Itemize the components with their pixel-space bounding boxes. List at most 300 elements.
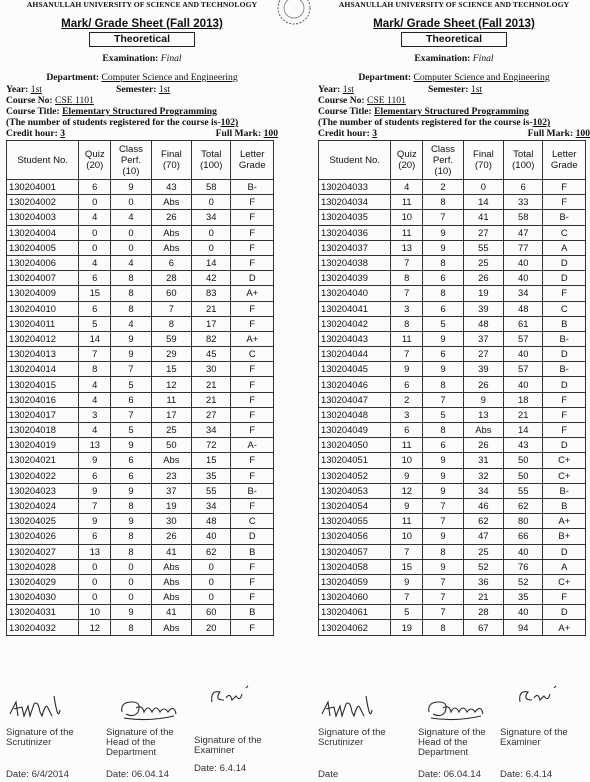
class-perf-cell: 6 <box>111 453 151 468</box>
scrutinizer-caption: Signature of the Scrutinizer <box>6 727 74 748</box>
table-row <box>7 590 274 605</box>
total-cell: 48 <box>192 514 231 529</box>
table-row <box>319 225 586 240</box>
course-title-line <box>318 106 590 117</box>
credit-fullmark-line <box>6 128 278 139</box>
semester-field <box>116 84 170 95</box>
table-row <box>319 514 586 529</box>
total-cell: 21 <box>504 407 543 422</box>
quiz-cell: 0 <box>79 195 111 210</box>
table-header-row <box>319 141 586 180</box>
total-cell: 47 <box>504 225 543 240</box>
class-perf-cell: 9 <box>111 438 151 453</box>
total-cell: 60 <box>192 605 231 620</box>
class-perf-cell: 9 <box>423 483 463 498</box>
letter-grade-cell: F <box>231 559 274 574</box>
total-cell: 14 <box>192 255 231 270</box>
quiz-cell: 6 <box>79 468 111 483</box>
credit-label: Credit hour: <box>318 128 370 139</box>
student-no-cell: 130204056 <box>319 529 391 544</box>
table-row <box>7 605 274 620</box>
class-perf-cell: 8 <box>111 529 151 544</box>
total-cell: 61 <box>504 316 543 331</box>
quiz-cell: 19 <box>391 620 423 635</box>
table-body <box>7 180 274 636</box>
department-line <box>6 72 278 84</box>
student-no-cell: 130204062 <box>319 620 391 635</box>
student-no-cell: 130204002 <box>7 195 79 210</box>
total-cell: 40 <box>504 271 543 286</box>
year-field <box>318 84 354 95</box>
examiner-caption: Signature of the Examiner <box>500 727 568 748</box>
student-no-cell: 130204048 <box>319 407 391 422</box>
student-no-cell: 130204039 <box>319 271 391 286</box>
final-cell: 21 <box>463 590 503 605</box>
total-cell: 50 <box>504 468 543 483</box>
class-perf-cell: 6 <box>423 271 463 286</box>
signature-mark <box>514 682 574 714</box>
letter-grade-cell: D <box>231 271 274 286</box>
student-no-cell: 130204053 <box>319 483 391 498</box>
class-perf-cell: 9 <box>423 240 463 255</box>
quiz-cell: 8 <box>79 362 111 377</box>
final-cell: 60 <box>151 286 191 301</box>
exam-value: Final <box>472 53 494 64</box>
total-cell: 40 <box>192 529 231 544</box>
quiz-cell: 7 <box>79 498 111 513</box>
letter-grade-cell: F <box>231 225 274 240</box>
final-cell: 14 <box>463 195 503 210</box>
student-no-cell: 130204035 <box>319 210 391 225</box>
table-row <box>7 407 274 422</box>
quiz-cell: 9 <box>391 498 423 513</box>
final-cell: Abs <box>151 195 191 210</box>
fullmark-field <box>216 128 278 139</box>
quiz-cell: 9 <box>79 483 111 498</box>
course-no-label: Course No: <box>6 95 53 106</box>
final-cell: 48 <box>463 316 503 331</box>
final-cell: 25 <box>463 544 503 559</box>
total-cell: 82 <box>192 331 231 346</box>
table-row <box>319 620 586 635</box>
student-no-cell: 130204016 <box>7 392 79 407</box>
theoretical-label: Theoretical <box>401 32 507 47</box>
year-value: 1st <box>30 84 42 95</box>
class-perf-cell: 9 <box>423 453 463 468</box>
letter-grade-cell: F <box>231 362 274 377</box>
registered-line <box>6 117 278 128</box>
student-no-cell: 130204038 <box>319 255 391 270</box>
total-cell: 34 <box>192 498 231 513</box>
letter-grade-cell: D <box>231 529 274 544</box>
final-cell: 34 <box>463 483 503 498</box>
course-title-value: Elementary Structured Programming <box>374 106 529 117</box>
final-cell: 17 <box>151 407 191 422</box>
class-perf-cell: 9 <box>423 529 463 544</box>
quiz-cell: 6 <box>391 423 423 438</box>
quiz-cell: 7 <box>79 347 111 362</box>
final-cell: 39 <box>463 362 503 377</box>
table-row <box>319 423 586 438</box>
student-no-cell: 130204040 <box>319 286 391 301</box>
quiz-cell: 4 <box>79 377 111 392</box>
table-row <box>7 468 274 483</box>
final-cell: 67 <box>463 620 503 635</box>
class-perf-cell: 8 <box>423 255 463 270</box>
final-cell: 25 <box>151 423 191 438</box>
class-perf-cell: 9 <box>111 331 151 346</box>
examiner-date: Date: 6.4.14 <box>500 769 553 780</box>
total-cell: 35 <box>504 590 543 605</box>
semester-field <box>428 84 482 95</box>
final-cell: 6 <box>151 255 191 270</box>
student-no-cell: 130204024 <box>7 498 79 513</box>
final-cell: 41 <box>151 605 191 620</box>
quiz-cell: 3 <box>391 407 423 422</box>
header-total: Total (100) <box>504 141 543 180</box>
quiz-cell: 9 <box>391 574 423 589</box>
quiz-cell: 13 <box>79 544 111 559</box>
letter-grade-cell: D <box>543 544 586 559</box>
final-cell: 50 <box>151 438 191 453</box>
letter-grade-cell: B- <box>543 483 586 498</box>
class-perf-cell: 6 <box>423 438 463 453</box>
final-cell: 15 <box>151 362 191 377</box>
quiz-cell: 10 <box>391 210 423 225</box>
total-cell: 14 <box>504 423 543 438</box>
final-cell: 25 <box>463 255 503 270</box>
final-cell: Abs <box>151 559 191 574</box>
student-no-cell: 130204044 <box>319 347 391 362</box>
semester-value: 1st <box>470 84 483 95</box>
student-no-cell: 130204001 <box>7 180 79 195</box>
table-row <box>319 180 586 195</box>
class-perf-cell: 7 <box>111 362 151 377</box>
final-cell: 0 <box>463 180 503 195</box>
header-student-no: Student No. <box>7 141 79 180</box>
table-row <box>319 195 586 210</box>
student-no-cell: 130204012 <box>7 331 79 346</box>
year-label: Year: <box>318 84 341 95</box>
class-perf-cell: 9 <box>423 331 463 346</box>
letter-grade-cell: A+ <box>231 331 274 346</box>
scrutinizer-date: Date: 6/4/2014 <box>6 769 69 780</box>
letter-grade-cell: B <box>231 544 274 559</box>
quiz-cell: 9 <box>79 453 111 468</box>
letter-grade-cell: F <box>231 590 274 605</box>
table-row <box>7 301 274 316</box>
student-no-cell: 130204005 <box>7 240 79 255</box>
quiz-cell: 2 <box>391 392 423 407</box>
total-cell: 34 <box>504 286 543 301</box>
table-row <box>319 271 586 286</box>
student-no-cell: 130204054 <box>319 498 391 513</box>
total-cell: 17 <box>192 316 231 331</box>
student-no-cell: 130204034 <box>319 195 391 210</box>
table-row <box>7 347 274 362</box>
signature-mark <box>108 692 188 724</box>
total-cell: 15 <box>192 453 231 468</box>
total-cell: 80 <box>504 514 543 529</box>
student-no-cell: 130204028 <box>7 559 79 574</box>
total-cell: 55 <box>504 483 543 498</box>
quiz-cell: 7 <box>391 590 423 605</box>
class-perf-cell: 7 <box>423 574 463 589</box>
class-perf-cell: 4 <box>111 316 151 331</box>
final-cell: 39 <box>463 301 503 316</box>
final-cell: 27 <box>463 225 503 240</box>
table-row <box>7 240 274 255</box>
grades-table <box>6 140 274 636</box>
quiz-cell: 14 <box>79 331 111 346</box>
final-cell: 32 <box>463 468 503 483</box>
student-no-cell: 130204023 <box>7 483 79 498</box>
class-perf-cell: 8 <box>423 195 463 210</box>
letter-grade-cell: F <box>231 210 274 225</box>
head-caption: Signature of the Head of the Department <box>106 727 174 758</box>
table-row <box>319 347 586 362</box>
letter-grade-cell: F <box>543 286 586 301</box>
department-line <box>318 72 590 84</box>
student-no-cell: 130204014 <box>7 362 79 377</box>
quiz-cell: 10 <box>391 529 423 544</box>
table-row <box>319 407 586 422</box>
table-row <box>7 620 274 635</box>
class-perf-cell: 8 <box>423 620 463 635</box>
final-cell: 26 <box>463 271 503 286</box>
student-no-cell: 130204045 <box>319 362 391 377</box>
table-row <box>319 210 586 225</box>
table-row <box>319 605 586 620</box>
final-cell: 26 <box>463 377 503 392</box>
student-no-cell: 130204043 <box>319 331 391 346</box>
grades-table <box>318 140 586 636</box>
student-no-cell: 130204010 <box>7 301 79 316</box>
class-perf-cell: 7 <box>423 605 463 620</box>
table-row <box>7 423 274 438</box>
course-no-line <box>6 95 278 106</box>
letter-grade-cell: B- <box>231 483 274 498</box>
quiz-cell: 0 <box>79 574 111 589</box>
quiz-cell: 5 <box>79 316 111 331</box>
table-row <box>319 377 586 392</box>
student-no-cell: 130204011 <box>7 316 79 331</box>
year-field <box>6 84 42 95</box>
total-cell: 0 <box>192 195 231 210</box>
total-cell: 33 <box>504 195 543 210</box>
class-perf-cell: 0 <box>111 240 151 255</box>
total-cell: 62 <box>504 498 543 513</box>
letter-grade-cell: C <box>543 301 586 316</box>
letter-grade-cell: D <box>543 605 586 620</box>
letter-grade-cell: C+ <box>543 453 586 468</box>
final-cell: 46 <box>463 498 503 513</box>
university-seal-stamp <box>272 0 316 30</box>
final-cell: 28 <box>151 271 191 286</box>
total-cell: 77 <box>504 240 543 255</box>
registered-text: (The number of students registered for the course is- <box>318 117 533 128</box>
class-perf-cell: 0 <box>111 559 151 574</box>
total-cell: 52 <box>504 574 543 589</box>
course-title-value: Elementary Structured Programming <box>62 106 217 117</box>
header-quiz: Quiz (20) <box>391 141 423 180</box>
examiner-caption: Signature of the Examiner <box>194 735 262 756</box>
header-student-no: Student No. <box>319 141 391 180</box>
letter-grade-cell: F <box>231 498 274 513</box>
total-cell: 40 <box>504 544 543 559</box>
table-body <box>319 180 586 636</box>
quiz-cell: 7 <box>391 347 423 362</box>
course-no-line <box>318 95 590 106</box>
student-no-cell: 130204047 <box>319 392 391 407</box>
final-cell: 26 <box>151 529 191 544</box>
letter-grade-cell: A+ <box>543 514 586 529</box>
total-cell: 27 <box>192 407 231 422</box>
quiz-cell: 10 <box>79 605 111 620</box>
class-perf-cell: 6 <box>111 468 151 483</box>
theoretical-label: Theoretical <box>89 32 195 47</box>
signature-mark <box>206 682 266 714</box>
table-row <box>319 392 586 407</box>
letter-grade-cell: F <box>231 468 274 483</box>
table-row <box>319 286 586 301</box>
letter-grade-cell: F <box>231 453 274 468</box>
final-cell: Abs <box>151 574 191 589</box>
total-cell: 62 <box>192 544 231 559</box>
quiz-cell: 0 <box>79 240 111 255</box>
student-no-cell: 130204031 <box>7 605 79 620</box>
letter-grade-cell: A <box>543 559 586 574</box>
total-cell: 0 <box>192 225 231 240</box>
final-cell: 47 <box>463 529 503 544</box>
quiz-cell: 11 <box>391 331 423 346</box>
final-cell: 36 <box>463 574 503 589</box>
student-no-cell: 130204058 <box>319 559 391 574</box>
final-cell: 26 <box>151 210 191 225</box>
table-row <box>319 438 586 453</box>
table-row <box>319 468 586 483</box>
final-cell: 41 <box>151 544 191 559</box>
final-cell: Abs <box>151 620 191 635</box>
table-row <box>7 286 274 301</box>
final-cell: 59 <box>151 331 191 346</box>
table-row <box>7 574 274 589</box>
table-row <box>7 271 274 286</box>
class-perf-cell: 5 <box>111 423 151 438</box>
class-perf-cell: 8 <box>423 377 463 392</box>
final-cell: Abs <box>151 590 191 605</box>
final-cell: 41 <box>463 210 503 225</box>
final-cell: 9 <box>463 392 503 407</box>
head-date: Date: 06.04.14 <box>418 769 481 780</box>
quiz-cell: 6 <box>79 180 111 195</box>
class-perf-cell: 8 <box>423 544 463 559</box>
letter-grade-cell: F <box>231 255 274 270</box>
class-perf-cell: 7 <box>423 514 463 529</box>
table-row <box>7 316 274 331</box>
fullmark-field <box>528 128 590 139</box>
final-cell: Abs <box>151 240 191 255</box>
exam-label: Examination: <box>102 53 159 64</box>
class-perf-cell: 4 <box>111 210 151 225</box>
quiz-cell: 11 <box>391 438 423 453</box>
letter-grade-cell: D <box>543 255 586 270</box>
final-cell: 7 <box>151 301 191 316</box>
student-no-cell: 130204021 <box>7 453 79 468</box>
table-row <box>7 438 274 453</box>
quiz-cell: 4 <box>79 255 111 270</box>
credit-field <box>318 128 377 139</box>
student-no-cell: 130204041 <box>319 301 391 316</box>
fullmark-label: Full Mark: <box>527 128 574 139</box>
scrutinizer-caption: Signature of the Scrutinizer <box>318 727 386 748</box>
total-cell: 43 <box>504 438 543 453</box>
final-cell: Abs <box>151 225 191 240</box>
quiz-cell: 5 <box>391 605 423 620</box>
total-cell: 35 <box>192 468 231 483</box>
quiz-cell: 7 <box>391 255 423 270</box>
total-cell: 0 <box>192 590 231 605</box>
total-cell: 40 <box>504 255 543 270</box>
total-cell: 57 <box>504 362 543 377</box>
total-cell: 21 <box>192 392 231 407</box>
total-cell: 20 <box>192 620 231 635</box>
course-title-label: Course Title: <box>6 106 60 117</box>
quiz-cell: 6 <box>391 377 423 392</box>
student-no-cell: 130204025 <box>7 514 79 529</box>
student-no-cell: 130204051 <box>319 453 391 468</box>
grade-sheet-right <box>318 0 590 636</box>
letter-grade-cell: F <box>231 316 274 331</box>
letter-grade-cell: F <box>231 574 274 589</box>
table-row <box>7 392 274 407</box>
total-cell: 42 <box>192 271 231 286</box>
scrutinizer-date: Date <box>318 769 339 780</box>
student-no-cell: 130204055 <box>319 514 391 529</box>
course-no-value: CSE 1101 <box>55 95 94 106</box>
fullmark-value: 100 <box>575 128 590 139</box>
fullmark-value: 100 <box>263 128 278 139</box>
signature-mark <box>320 692 380 724</box>
total-cell: 0 <box>192 574 231 589</box>
final-cell: 26 <box>463 438 503 453</box>
quiz-cell: 0 <box>79 559 111 574</box>
registered-text: (The number of students registered for the course is- <box>6 117 221 128</box>
university-name: AHSANULLAH UNIVERSITY OF SCIENCE AND TECHNOLOGY <box>26 0 258 9</box>
header-final: Final (70) <box>151 141 191 180</box>
total-cell: 76 <box>504 559 543 574</box>
quiz-cell: 4 <box>79 423 111 438</box>
letter-grade-cell: A <box>543 240 586 255</box>
letter-grade-cell: C <box>231 347 274 362</box>
letter-grade-cell: D <box>543 271 586 286</box>
letter-grade-cell: F <box>231 301 274 316</box>
class-perf-cell: 5 <box>423 316 463 331</box>
quiz-cell: 12 <box>391 483 423 498</box>
quiz-cell: 11 <box>391 225 423 240</box>
final-cell: 52 <box>463 559 503 574</box>
letter-grade-cell: F <box>543 180 586 195</box>
letter-grade-cell: D <box>543 347 586 362</box>
quiz-cell: 13 <box>79 438 111 453</box>
table-row <box>7 180 274 195</box>
quiz-cell: 9 <box>391 468 423 483</box>
class-perf-cell: 5 <box>423 407 463 422</box>
class-perf-cell: 4 <box>111 255 151 270</box>
quiz-cell: 12 <box>79 620 111 635</box>
total-cell: 66 <box>504 529 543 544</box>
quiz-cell: 8 <box>391 271 423 286</box>
